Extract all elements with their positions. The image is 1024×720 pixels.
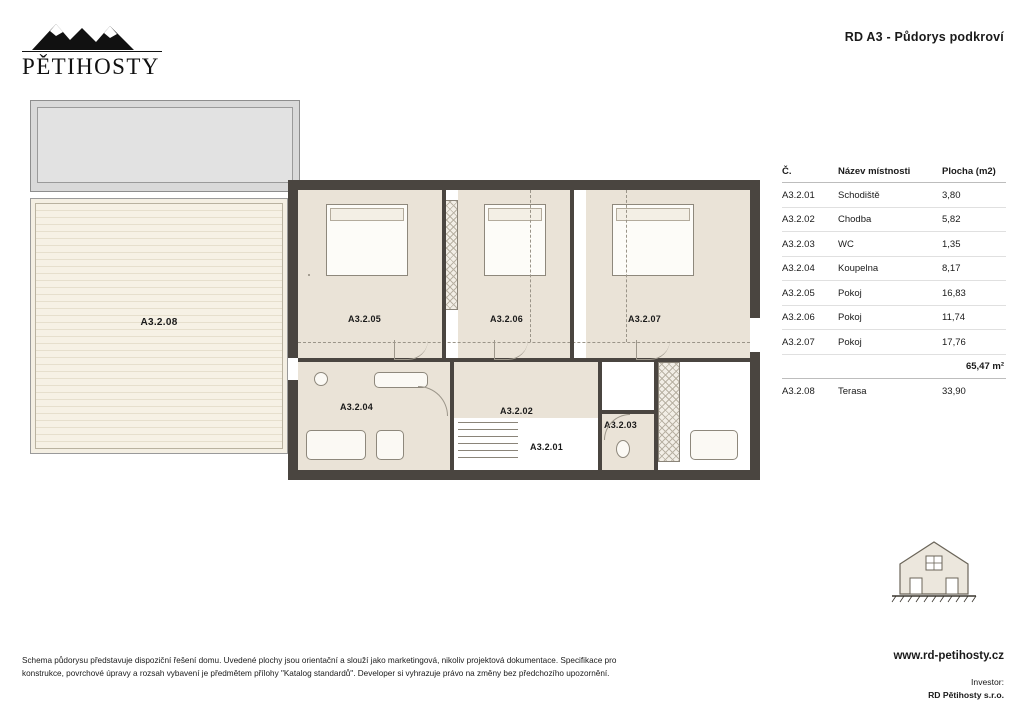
table-row-extra <box>782 379 1006 403</box>
shaft-hatch-right <box>658 362 680 462</box>
table-row <box>782 257 1006 282</box>
cell-area: 5,82 <box>942 214 961 225</box>
wall-dormer-left <box>510 180 514 190</box>
window-left <box>288 358 298 380</box>
cell-area: 16,83 <box>942 287 966 299</box>
investor-name: RD Pětihosty s.r.o. <box>928 689 1004 700</box>
terrace-area <box>30 198 288 454</box>
cell-number: A3.2.08 <box>782 385 815 397</box>
cell-number: A3.2.02 <box>782 214 815 225</box>
wall-06-07 <box>570 190 574 358</box>
mountains-icon <box>30 18 150 52</box>
bed-room07 <box>612 204 694 276</box>
storage-unit <box>690 430 738 460</box>
cell-area: 17,76 <box>942 336 966 348</box>
logo-brand-text: PĚTIHOSTY <box>22 54 160 79</box>
bath04-label: A3.2.04 <box>340 402 373 412</box>
cell-name: Pokoj <box>838 312 862 323</box>
cell-area: 3,80 <box>942 189 961 201</box>
header-area: Plocha (m2) <box>942 166 996 177</box>
room-schedule-table <box>782 166 1006 403</box>
floor-plan <box>20 100 760 520</box>
cell-name: Pokoj <box>838 287 862 299</box>
disclaimer-text: Schema půdorysu představuje dispoziční řešení domu. Uvedené plochy jsou orientační a slouží jako marketingová, nikoliv projektová dokumentace. Specifikace pro konstrukce, povrchové úpravy a rozsah vybavení je předmětem přílohy "Katalog standardů". Developer si vyhrazuje právo na změny bez předchozího upozornění. <box>22 656 617 678</box>
wall-dormer-right <box>570 180 574 190</box>
table-row <box>782 330 1006 355</box>
building-outline <box>288 180 760 480</box>
cell-number: A3.2.07 <box>782 336 815 348</box>
logo-divider <box>22 51 162 52</box>
cell-number: A3.2.05 <box>782 287 815 299</box>
roof-slope-line-2 <box>626 190 627 342</box>
shower <box>376 430 404 460</box>
header-number: Č. <box>782 166 792 177</box>
stairs01-label: A3.2.01 <box>530 442 563 452</box>
cell-number: A3.2.06 <box>782 312 815 323</box>
house-elevation-icon <box>888 536 980 606</box>
wall-wc-tech <box>654 362 658 470</box>
investor-label: Investor: <box>971 677 1004 687</box>
cell-name: WC <box>838 238 854 250</box>
bathtub <box>306 430 366 460</box>
brand-logo <box>22 18 162 84</box>
bed-room06 <box>484 204 546 276</box>
cell-name: Terasa <box>838 385 867 397</box>
room07-label: A3.2.07 <box>628 314 661 324</box>
header-name: Název místnosti <box>838 166 911 177</box>
cell-name: Chodba <box>838 214 872 225</box>
toilet-wc <box>616 440 630 458</box>
cell-number: A3.2.03 <box>782 238 815 250</box>
wc03-label: A3.2.03 <box>604 420 637 430</box>
terrace-label: A3.2.08 <box>140 317 178 328</box>
room05-label: A3.2.05 <box>348 314 381 324</box>
bed-room05 <box>326 204 408 276</box>
cell-area: 33,90 <box>942 385 966 397</box>
investor-block <box>928 676 1004 702</box>
total-value: 65,47 m² <box>965 361 1004 372</box>
table-row <box>782 232 1006 257</box>
website-link[interactable]: www.rd-petihosty.cz <box>893 650 1004 662</box>
wall-hall-wc <box>598 362 602 470</box>
room06-label: A3.2.06 <box>490 314 523 324</box>
cell-name: Schodiště <box>838 189 880 201</box>
window-right <box>750 318 760 352</box>
roof-slope-line-3 <box>530 190 531 342</box>
hall02-label: A3.2.02 <box>500 406 533 416</box>
wall-05-06 <box>442 190 446 358</box>
cell-name: Koupelna <box>838 263 879 274</box>
cell-name: Pokoj <box>838 336 862 348</box>
cell-number: A3.2.01 <box>782 189 815 201</box>
cell-area: 1,35 <box>942 238 961 250</box>
cell-area: 11,74 <box>942 312 966 323</box>
toilet-bath <box>314 372 328 386</box>
table-row <box>782 281 1006 306</box>
wall-bath-hall <box>450 362 454 470</box>
cell-number: A3.2.04 <box>782 263 815 274</box>
roof-block <box>30 100 300 192</box>
building-interior <box>298 190 750 470</box>
table-row <box>782 183 1006 208</box>
cell-area: 8,17 <box>942 263 961 274</box>
table-row <box>782 306 1006 331</box>
page-title: RD A3 - Půdorys podkroví <box>844 30 1004 44</box>
table-row <box>782 208 1006 233</box>
spacer <box>308 274 310 276</box>
stair-step <box>458 457 518 465</box>
table-total-row <box>782 355 1006 380</box>
table-header-row <box>782 166 1006 183</box>
